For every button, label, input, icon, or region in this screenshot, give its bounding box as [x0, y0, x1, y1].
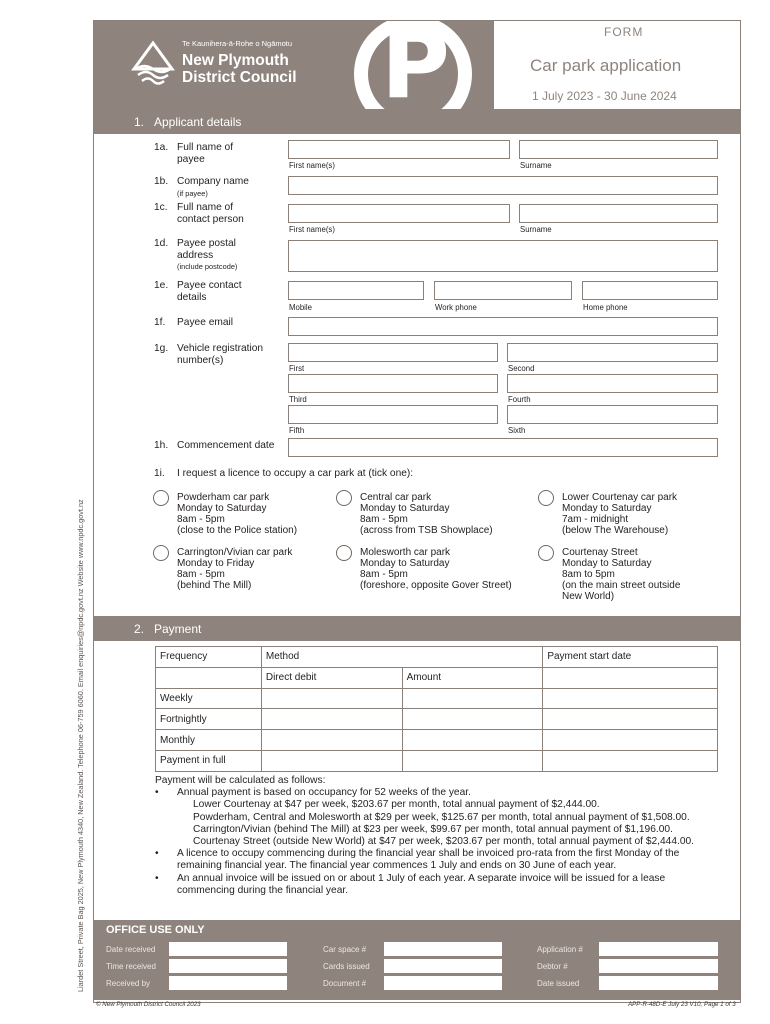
caption-sixth: Sixth [508, 426, 526, 435]
row-label: Weekly [156, 688, 262, 709]
label-date-received: Date received [106, 945, 156, 954]
vehicle-reg-6-input[interactable] [507, 405, 718, 424]
application-field[interactable] [599, 942, 718, 956]
caption-surname: Surname [520, 161, 552, 170]
contact-sidebar-text: Liardet Street, Private Bag 2025, New Plymouth 4340, New Zealand. Telephone 06-759 6060. Email enquiries@npdc.govt.nz Website www.npdc.govt.nz [76, 499, 85, 992]
label-car-space: Car space # [323, 945, 367, 954]
council-logo-icon [130, 39, 176, 85]
caption-first-names: First name(s) [289, 161, 335, 170]
label-time-received: Time received [106, 962, 156, 971]
mobile-input[interactable] [288, 281, 424, 300]
form-title: Car park application [530, 56, 682, 75]
vehicle-reg-1-input[interactable] [288, 343, 498, 362]
amount-cell[interactable] [402, 750, 543, 771]
vehicle-reg-5-input[interactable] [288, 405, 498, 424]
time-received-field[interactable] [169, 959, 287, 973]
start-date-cell[interactable] [543, 688, 718, 709]
table-subheader-row [156, 667, 718, 688]
caption-contact-surname: Surname [520, 225, 552, 234]
postal-address-input[interactable] [288, 240, 718, 272]
table-header-row [156, 647, 718, 668]
option-lower-courtenay: Lower Courtenay car park Monday to Saturday 7am - midnight (below The Warehouse) [562, 492, 678, 536]
header-amount: Amount [402, 667, 543, 688]
footer-copyright: © New Plymouth District Council 2023 [96, 1001, 201, 1008]
direct-debit-cell[interactable] [261, 709, 402, 730]
vehicle-reg-4-input[interactable] [507, 374, 718, 393]
car-space-field[interactable] [384, 942, 502, 956]
cards-issued-field[interactable] [384, 959, 502, 973]
form-dates: 1 July 2023 - 30 June 2024 [532, 89, 677, 103]
caption-work-phone: Work phone [435, 303, 477, 312]
section-payment: 2. Payment [94, 616, 740, 641]
label-application: Application # [537, 945, 583, 954]
caption-first: First [289, 364, 305, 373]
payment-calculation-notes [155, 775, 745, 897]
calc-bullet-2: • A licence to occupy commencing during the financial year shall be invoiced pro-rata from the first Monday of the remaining financial year. The financial year commences 1 July and ends on 30 June of each year. [155, 848, 745, 872]
council-maori-name: Te Kaunihera-ā-Rohe o Ngāmotu [182, 39, 293, 48]
direct-debit-cell[interactable] [261, 750, 402, 771]
table-row [156, 709, 718, 730]
payee-email-input[interactable] [288, 317, 718, 336]
direct-debit-cell[interactable] [261, 730, 402, 751]
label-date-issued: Date issued [537, 979, 580, 988]
radio-powderham[interactable] [153, 490, 169, 506]
row-label: Fortnightly [156, 709, 262, 730]
radio-courtenay-street[interactable] [538, 545, 554, 561]
header-frequency: Frequency [156, 647, 262, 668]
office-use-panel [94, 920, 740, 1000]
contact-first-name-input[interactable] [288, 204, 510, 223]
caption-third: Third [289, 395, 307, 404]
label-debtor: Debtor # [537, 962, 568, 971]
rate-courtenay-street: Courtenay Street (outside New World) at $47 per week, $203.67 per month, total annual payment of $2,444.00. [193, 836, 694, 848]
table-row [156, 750, 718, 771]
payment-table [155, 646, 718, 772]
header-method: Method [261, 647, 542, 668]
debtor-field[interactable] [599, 959, 718, 973]
radio-molesworth[interactable] [336, 545, 352, 561]
direct-debit-cell[interactable] [261, 688, 402, 709]
radio-central[interactable] [336, 490, 352, 506]
radio-lower-courtenay[interactable] [538, 490, 554, 506]
header-payment-start-date: Payment start date [543, 647, 718, 668]
label-document: Document # [323, 979, 367, 988]
calc-bullet-3: • An annual invoice will be issued on or about 1 July of each year. A separate invoice will be issued for a lease commencing during the financial year. [155, 873, 745, 897]
caption-mobile: Mobile [289, 303, 312, 312]
date-issued-field[interactable] [599, 976, 718, 990]
calc-bullet-1: • Annual payment is based on occupancy for 52 weeks of the year. [155, 787, 745, 799]
start-date-cell[interactable] [543, 750, 718, 771]
table-row [156, 730, 718, 751]
date-received-field[interactable] [169, 942, 287, 956]
home-phone-input[interactable] [582, 281, 718, 300]
caption-second: Second [508, 364, 535, 373]
option-molesworth: Molesworth car park Monday to Saturday 8am - 5pm (foreshore, opposite Gover Street) [360, 547, 512, 591]
radio-carrington-vivian[interactable] [153, 545, 169, 561]
vehicle-reg-3-input[interactable] [288, 374, 498, 393]
rate-carrington-vivian: Carrington/Vivian (behind The Mill) at $23 per week, $99.67 per month, total annual payment of $1,196.00. [193, 823, 673, 835]
row-label: Payment in full [156, 750, 262, 771]
calc-intro: Payment will be calculated as follows: [155, 775, 326, 786]
label-received-by: Received by [106, 979, 151, 988]
caption-fifth: Fifth [289, 426, 305, 435]
amount-cell[interactable] [402, 730, 543, 751]
amount-cell[interactable] [402, 688, 543, 709]
option-carrington-vivian: Carrington/Vivian car park Monday to Friday 8am - 5pm (behind The Mill) [177, 547, 293, 591]
footer-reference: APP-R-48D-E July 23 V10, Page 1 of 3 [628, 1001, 736, 1008]
start-date-cell[interactable] [543, 730, 718, 751]
amount-cell[interactable] [402, 709, 543, 730]
option-powderham: Powderham car park Monday to Saturday 8am - 5pm (close to the Police station) [177, 492, 298, 536]
caption-home-phone: Home phone [583, 303, 628, 312]
label-cards-issued: Cards issued [323, 962, 370, 971]
option-central: Central car park Monday to Saturday 8am - 5pm (across from TSB Showplace) [360, 492, 493, 536]
parking-p-icon: P [381, 21, 450, 109]
commencement-date-input[interactable] [288, 438, 718, 457]
option-courtenay-street: Courtenay Street Monday to Saturday 8am to 5pm (on the main street outside New World) [562, 547, 681, 602]
contact-surname-input[interactable] [519, 204, 718, 223]
company-name-input[interactable] [288, 176, 718, 195]
form-label: FORM [604, 25, 644, 39]
office-use-title: OFFICE USE ONLY [106, 924, 205, 936]
work-phone-input[interactable] [434, 281, 572, 300]
received-by-field[interactable] [169, 976, 287, 990]
row-label: Monthly [156, 730, 262, 751]
document-field[interactable] [384, 976, 502, 990]
caption-contact-first-names: First name(s) [289, 225, 335, 234]
council-name: New Plymouth District Council [182, 52, 297, 86]
payee-surname-input[interactable] [519, 140, 718, 159]
table-row [156, 688, 718, 709]
payee-first-name-input[interactable] [288, 140, 510, 159]
caption-fourth: Fourth [508, 395, 531, 404]
header-direct-debit: Direct debit [261, 667, 402, 688]
rate-powderham-central-molesworth: Powderham, Central and Molesworth at $29 per week, $125.67 per month, total annual payment of $1,508.00. [193, 811, 690, 823]
header-banner [94, 21, 494, 109]
start-date-cell[interactable] [543, 709, 718, 730]
rate-lower-courtenay: Lower Courtenay at $47 per week, $203.67 per month, total annual payment of $2,444.00. [193, 799, 600, 811]
vehicle-reg-2-input[interactable] [507, 343, 718, 362]
section-applicant-details: 1. Applicant details [94, 109, 740, 134]
